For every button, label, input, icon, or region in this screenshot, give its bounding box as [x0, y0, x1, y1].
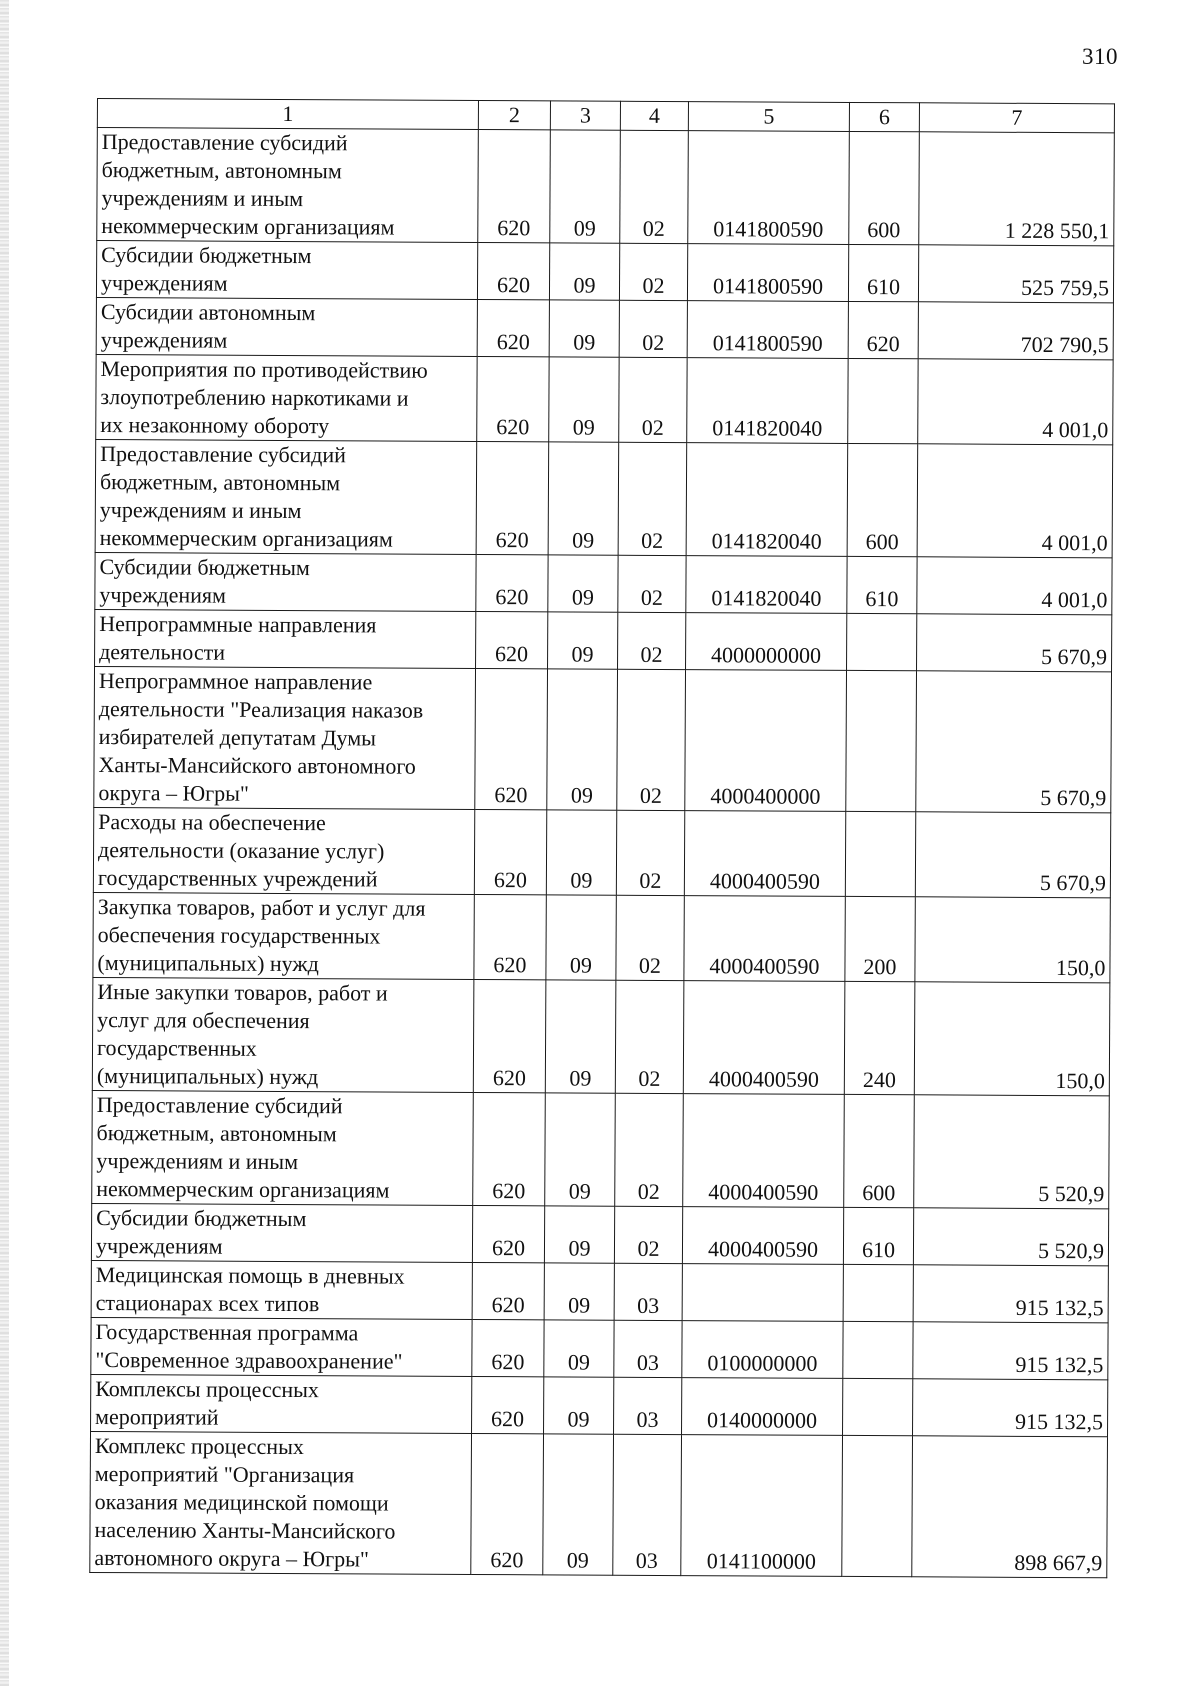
subsection-code-cell: 02	[615, 980, 684, 1093]
section-code-cell: 09	[547, 669, 618, 810]
section-code-cell: 09	[544, 1377, 614, 1434]
table-row	[93, 892, 1110, 982]
amount-cell: 915 132,5	[913, 1322, 1108, 1380]
expense-type-cell	[845, 811, 915, 896]
row-name-cell: Мероприятия по противодействию злоупотреблению наркотиками и их незаконному обороту	[96, 354, 477, 441]
row-name-cell: Непрограммные направления деятельности	[95, 609, 476, 668]
table-row	[96, 297, 1113, 359]
amount-cell: 4 001,0	[918, 359, 1113, 445]
section-code-cell: 09	[544, 1263, 614, 1320]
amount-cell: 5 670,9	[917, 614, 1112, 672]
table-row	[92, 1090, 1110, 1208]
ministry-code-cell: 620	[472, 1376, 544, 1433]
page-number: 310	[1082, 44, 1118, 69]
ministry-code-cell: 620	[473, 1092, 546, 1205]
table-body	[90, 128, 1115, 1578]
amount-cell: 150,0	[914, 982, 1110, 1096]
subsection-code-cell: 02	[618, 612, 686, 669]
expense-type-cell	[847, 613, 917, 670]
ministry-code-cell: 620	[478, 129, 551, 242]
ministry-code-cell: 620	[472, 1262, 544, 1319]
section-code-cell: 09	[546, 895, 616, 980]
amount-cell: 5 670,9	[915, 812, 1110, 898]
table-row	[96, 354, 1113, 444]
ministry-code-cell: 620	[477, 356, 549, 441]
target-article-cell: 0141800590	[687, 244, 848, 302]
amount-cell: 4 001,0	[917, 444, 1113, 558]
table-row	[91, 1203, 1108, 1265]
amount-cell: 5 520,9	[914, 1095, 1110, 1209]
section-code-cell: 09	[548, 612, 618, 669]
amount-cell: 915 132,5	[913, 1265, 1108, 1323]
section-code-cell: 09	[545, 980, 616, 1093]
expense-type-cell: 200	[845, 896, 915, 981]
expense-type-cell	[842, 1435, 913, 1576]
table-row	[97, 128, 1115, 246]
expense-type-cell: 600	[844, 1094, 915, 1207]
row-name-cell: Субсидии бюджетным учреждениям	[95, 552, 476, 611]
expense-type-cell: 240	[844, 981, 915, 1094]
row-name-cell: Иные закупки товаров, работ и услуг для обеспечения государственных (муниципальных) нужд	[92, 977, 474, 1092]
target-article-cell: 4000400590	[682, 1207, 843, 1265]
section-code-cell: 09	[545, 1093, 616, 1206]
subsection-code-cell: 02	[618, 442, 687, 555]
table-row	[92, 977, 1110, 1095]
target-article-cell: 4000400590	[683, 1094, 845, 1208]
budget-table	[89, 98, 1115, 1578]
row-name-cell: Закупка товаров, работ и услуг для обеспечения государственных (муниципальных) нужд	[93, 892, 474, 979]
ministry-code-cell: 620	[476, 554, 548, 611]
table-row	[95, 552, 1112, 614]
target-article-cell: 0100000000	[682, 1321, 843, 1379]
subsection-code-cell: 02	[614, 1206, 682, 1263]
row-name-cell: Государственная программа "Современное здравоохранение"	[91, 1317, 472, 1376]
row-name-cell: Предоставление субсидий бюджетным, автономным учреждениям и иным некоммерческим организациям	[95, 439, 477, 554]
section-code-cell: 09	[543, 1434, 614, 1575]
ministry-code-cell: 620	[477, 299, 549, 356]
row-name-cell: Комплексы процессных мероприятий	[91, 1374, 472, 1433]
expense-type-cell: 610	[843, 1207, 913, 1264]
subsection-code-cell: 02	[616, 810, 684, 895]
target-article-cell: 0141800590	[688, 131, 850, 245]
row-name-cell: Медицинская помощь в дневных стационарах всех типов	[91, 1260, 472, 1319]
ministry-code-cell: 620	[471, 1433, 544, 1574]
target-article-cell: 0141820040	[687, 358, 848, 444]
row-name-cell: Предоставление субсидий бюджетным, автономным учреждениям и иным некоммерческим организациям	[92, 1090, 474, 1205]
table-row	[96, 241, 1113, 303]
table-row	[91, 1317, 1108, 1379]
target-article-cell: 0141820040	[686, 556, 847, 614]
ministry-code-cell: 620	[476, 441, 549, 554]
table-row	[90, 1431, 1108, 1577]
subsection-code-cell: 02	[618, 555, 686, 612]
column-header-5: 5	[688, 102, 849, 132]
section-code-cell: 09	[548, 442, 619, 555]
subsection-code-cell: 02	[619, 357, 687, 442]
ministry-code-cell: 620	[473, 979, 546, 1092]
expense-type-cell: 600	[849, 131, 920, 244]
ministry-code-cell: 620	[474, 809, 546, 894]
row-name-cell: Расходы на обеспечение деятельности (оказание услуг) государственных учреждений	[93, 807, 474, 894]
table-row	[94, 666, 1112, 812]
subsection-code-cell: 03	[614, 1320, 682, 1377]
expense-type-cell: 620	[848, 301, 918, 358]
table-row	[91, 1260, 1108, 1322]
expense-type-cell	[846, 670, 917, 811]
ministry-code-cell: 620	[472, 1319, 544, 1376]
table-row	[95, 439, 1113, 557]
amount-cell: 5 520,9	[913, 1208, 1108, 1266]
target-article-cell: 4000400000	[685, 670, 847, 812]
section-code-cell: 09	[549, 357, 619, 442]
amount-cell: 915 132,5	[913, 1379, 1108, 1437]
table-row	[91, 1374, 1108, 1436]
target-article-cell: 0141100000	[681, 1435, 843, 1577]
expense-type-cell: 600	[847, 443, 918, 556]
subsection-code-cell: 02	[619, 243, 687, 300]
amount-cell: 5 670,9	[916, 671, 1112, 813]
target-article-cell: 0141820040	[686, 443, 848, 557]
ministry-code-cell: 620	[476, 611, 548, 668]
ministry-code-cell: 620	[474, 894, 546, 979]
subsection-code-cell: 02	[616, 895, 684, 980]
amount-cell: 150,0	[915, 897, 1110, 983]
subsection-code-cell: 02	[620, 130, 689, 243]
row-name-cell: Комплекс процессных мероприятий "Организация оказания медицинской помощи населению Ханты-Мансийского автономного округа – Югры"	[90, 1431, 472, 1574]
target-article-cell: 4000400590	[684, 896, 845, 982]
expense-type-cell	[848, 358, 918, 443]
row-name-cell: Субсидии бюджетным учреждениям	[91, 1203, 472, 1262]
target-article-cell: 4000000000	[686, 613, 847, 671]
section-code-cell: 09	[544, 1206, 614, 1263]
expense-type-cell: 610	[848, 244, 918, 301]
column-header-7: 7	[919, 103, 1114, 133]
column-header-2: 2	[478, 100, 550, 129]
subsection-code-cell: 02	[617, 669, 686, 810]
ministry-code-cell: 620	[477, 242, 549, 299]
section-code-cell: 09	[548, 555, 618, 612]
expense-type-cell	[843, 1378, 913, 1435]
subsection-code-cell: 03	[614, 1377, 682, 1434]
amount-cell: 898 667,9	[912, 1436, 1108, 1578]
target-article-cell: 0141800590	[687, 301, 848, 359]
expense-type-cell	[843, 1264, 913, 1321]
row-name-cell: Субсидии бюджетным учреждениям	[96, 241, 477, 300]
ministry-code-cell: 620	[475, 668, 548, 809]
row-name-cell: Субсидии автономным учреждениям	[96, 297, 477, 356]
subsection-code-cell: 02	[615, 1093, 684, 1206]
target-article-cell: 0140000000	[682, 1378, 843, 1436]
section-code-cell: 09	[549, 243, 619, 300]
subsection-code-cell: 02	[619, 300, 687, 357]
amount-cell: 702 790,5	[918, 302, 1113, 360]
subsection-code-cell: 03	[614, 1263, 682, 1320]
column-header-4: 4	[620, 101, 688, 130]
column-header-3: 3	[550, 101, 620, 130]
subsection-code-cell: 03	[613, 1434, 682, 1575]
column-header-1: 1	[97, 99, 478, 130]
row-name-cell: Непрограммное направление деятельности "Реализация наказов избирателей депутатам Думы Ханты-Мансийского автономного округа – Югры"	[94, 666, 476, 809]
ministry-code-cell: 620	[472, 1205, 544, 1262]
column-header-6: 6	[849, 102, 919, 131]
section-code-cell: 09	[550, 130, 621, 243]
target-article-cell: 4000400590	[683, 981, 845, 1095]
section-code-cell: 09	[549, 300, 619, 357]
amount-cell: 525 759,5	[918, 245, 1113, 303]
amount-cell: 1 228 550,1	[919, 132, 1115, 246]
table-row	[95, 609, 1112, 671]
expense-type-cell	[843, 1321, 913, 1378]
section-code-cell: 09	[546, 810, 616, 895]
table-row	[93, 807, 1110, 897]
row-name-cell: Предоставление субсидий бюджетным, автономным учреждениям и иным некоммерческим организациям	[97, 128, 479, 243]
section-code-cell: 09	[544, 1320, 614, 1377]
amount-cell: 4 001,0	[917, 557, 1112, 615]
target-article-cell: 4000400590	[684, 811, 845, 897]
expense-type-cell: 610	[847, 556, 917, 613]
target-article-cell	[682, 1264, 843, 1322]
scan-edge-shadow	[0, 0, 9, 1686]
